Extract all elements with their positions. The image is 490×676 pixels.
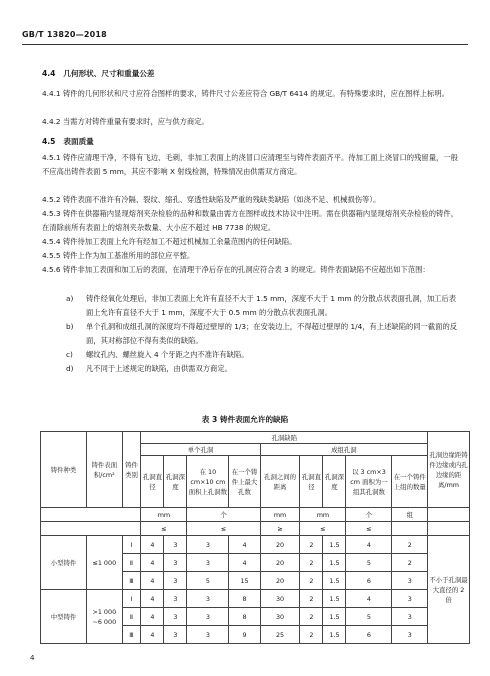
table-cell: 3 (392, 572, 428, 590)
clause-4-4-1: 4.4.1 铸件的几何形状和尺寸应符合图样的要求，铸件尺寸公差应符合 GB/T 6414 的规定。有特殊要求时，应在图样上标明。 (42, 89, 449, 98)
table-row (41, 590, 470, 608)
unit-cell: mm (260, 508, 300, 522)
table-cell: 3 (187, 536, 229, 554)
unit-cell: 组 (392, 508, 428, 522)
section-title: 表面质量 (63, 137, 94, 146)
table-cell: 3 (164, 608, 187, 626)
table-cell: 3 (187, 554, 229, 572)
clause-4-5-2: 4.5.2 铸件表面不准许有冷隔、裂纹、缩孔、穿透性缺陷及严重的残缺类缺陷（如浇不足、机械损伤等）。 (42, 195, 381, 204)
table-cell: 3 (392, 626, 428, 644)
table-cell: 2 (392, 536, 428, 554)
table-cell: 5 (346, 554, 392, 572)
table-cell: 1.5 (323, 572, 346, 590)
blank-cell (428, 522, 470, 536)
table-cell: 2 (300, 590, 323, 608)
table-cell: 3 (187, 608, 229, 626)
type-cell: 小型铸件 (41, 536, 87, 590)
class-cell: Ⅱ (122, 554, 141, 572)
table-cell: 25 (260, 626, 300, 644)
table-cell: 6 (346, 626, 392, 644)
table-cell: 3 (187, 626, 229, 644)
table-cell: 1.5 (323, 536, 346, 554)
table-cell: 1.5 (323, 626, 346, 644)
section-4-4-heading (42, 68, 155, 79)
units-row (41, 508, 470, 522)
item-text: 螺纹孔内、螺丝旋入 4 个牙距之内不准许有缺陷。 (86, 350, 249, 359)
table-cell: 1.5 (323, 554, 346, 572)
table-cell: 15 (229, 572, 260, 590)
table-cell: 5 (346, 608, 392, 626)
header-diameter: 孔洞直径 (141, 456, 164, 508)
table-cell: 8 (229, 590, 260, 608)
unit-cell: 个 (187, 508, 260, 522)
clause-4-5-1: 4.5.1 铸件应清理干净，不得有飞边、毛刺，非加工表面上的浇冒口应清理至与铸件表面齐平。待加工面上浇冒口的残留量，一般不应高出铸件表面 5 mm，其应不影响 X 射线检测，特殊情况由供需双方商定。 (42, 153, 458, 176)
class-cell: Ⅲ (122, 626, 141, 644)
item-label: d) (66, 364, 74, 373)
table-cell: 2 (300, 608, 323, 626)
clause-4-5-6: 4.5.6 铸件非加工表面和加工后的表面，在清理干净后存在的孔洞应符合表 3 的规定。铸件表面缺陷不应超出如下范围： (42, 265, 430, 274)
comparator-cell: ≤ (300, 522, 346, 536)
table-cell: 4 (141, 572, 164, 590)
edge-note-cell: 不小于孔洞最大直径的 2 倍 (428, 536, 470, 644)
table-cell: 4 (229, 554, 260, 572)
section-title: 几何形状、尺寸和重量公差 (63, 69, 155, 78)
table-cell: 2 (300, 536, 323, 554)
section-4-5-heading (42, 136, 94, 147)
table-cell: 3 (392, 590, 428, 608)
table-title: 表 3 铸件表面允许的缺陷 (201, 415, 289, 424)
table-cell: 9 (229, 626, 260, 644)
area-cell: ≤1 000 (87, 536, 123, 590)
header-group-holes: 成组孔洞 (260, 444, 427, 456)
table-cell: 6 (346, 572, 392, 590)
header-diameter: 孔洞直径 (300, 456, 323, 508)
table-cell: 3 (164, 572, 187, 590)
table-cell: 4 (346, 590, 392, 608)
class-cell: Ⅱ (122, 608, 141, 626)
table-header-row (41, 432, 470, 444)
clause-4-5-4: 4.5.4 铸件待加工表面上允许有经加工不超过机械加工余量范围内的任何缺陷。 (42, 237, 297, 246)
blank-cell (41, 522, 141, 536)
clause-4-4-2: 4.4.2 当需方对铸件重量有要求时，应与供方商定。 (42, 117, 209, 126)
table-cell: 8 (229, 608, 260, 626)
comparator-cell: ≤ (141, 522, 187, 536)
header-edge-distance: 孔洞边缘距铸件边缘或内孔边缘的距离/mm (428, 432, 470, 508)
page-number: 4 (30, 654, 35, 662)
table-cell: 3 (392, 608, 428, 626)
table-row (41, 536, 470, 554)
header-allowed-defects: 孔洞缺陷 (141, 432, 428, 444)
item-label: b) (66, 322, 74, 331)
table-cell: 4 (229, 536, 260, 554)
comparator-row (41, 522, 470, 536)
class-cell: Ⅲ (122, 572, 141, 590)
area-cell: >1 000 ~6 000 (87, 590, 123, 644)
table-cell: 4 (141, 590, 164, 608)
section-number: 4.4 (42, 69, 56, 78)
class-cell: Ⅰ (122, 590, 141, 608)
table-cell: 20 (260, 554, 300, 572)
table-cell: 3 (164, 590, 187, 608)
table-cell: 3 (164, 554, 187, 572)
table-cell: 3 (164, 536, 187, 554)
table-cell: 2 (300, 626, 323, 644)
table-cell: 20 (260, 536, 300, 554)
class-cell: Ⅰ (122, 536, 141, 554)
comparator-cell: ≤ (187, 522, 260, 536)
item-text: 单个孔洞和成组孔洞的深度均不得超过壁厚的 1/3；在安装边上，不得超过壁厚的 1/4，有上述缺陷的同一截面的反面，其对称部位不得有类似的缺陷。 (86, 322, 458, 345)
clause-4-5-3: 4.5.3 铸件在供器箱内显现熔剂夹杂检验的品种和数量由需方在图样或技术协议中注明。需在供器箱内显现熔剂夹杂检验的铸件，在清除前所有表面上的熔剂夹杂数量、大小应不超过 HB 7738 的规定。 (42, 209, 458, 232)
header-area: 铸件表面积/cm² (87, 432, 123, 508)
blank-cell (392, 522, 428, 536)
section-number: 4.5 (42, 137, 56, 146)
table-cell: 2 (392, 554, 428, 572)
table-cell: 2 (300, 554, 323, 572)
item-text: 凡不同于上述规定的缺陷，由供需双方商定。 (86, 364, 232, 373)
table-cell: 5 (187, 572, 229, 590)
blank-cell (428, 508, 470, 522)
table-cell: 4 (141, 536, 164, 554)
defects-table (40, 431, 470, 644)
table-cell: 30 (260, 590, 300, 608)
clause-4-5-5: 4.5.5 铸件上作为加工基准所用的部位应平整。 (42, 251, 195, 260)
header-count-per-area: 在 10 cm×10 cm 面积上孔洞数 (187, 456, 229, 508)
table-cell: 3 (164, 626, 187, 644)
table-cell: 4 (141, 626, 164, 644)
header-rule (22, 44, 468, 45)
comparator-cell: ≤ (346, 522, 392, 536)
header-class: 铸件类别 (122, 432, 141, 508)
standard-code: GB/T 13820—2018 (22, 30, 107, 39)
table-cell: 4 (141, 554, 164, 572)
unit-cell: 个 (346, 508, 392, 522)
table-cell: 1.5 (323, 608, 346, 626)
header-type: 铸件种类 (41, 432, 87, 508)
table-cell: 4 (141, 608, 164, 626)
header-depth: 孔洞深度 (164, 456, 187, 508)
header-max-per-part: 在一个铸件上最大孔数 (229, 456, 260, 508)
header-hole-distance: 孔洞之间的距离 (260, 456, 300, 508)
table-cell: 2 (300, 572, 323, 590)
table-cell: 3 (187, 590, 229, 608)
header-depth: 孔洞深度 (323, 456, 346, 508)
table-cell: 4 (346, 536, 392, 554)
blank-cell (41, 508, 141, 522)
item-label: c) (66, 350, 73, 359)
table-cell: 1.5 (323, 590, 346, 608)
item-label: a) (66, 294, 74, 303)
header-groups-per-part: 在一个铸件上组的数量 (392, 456, 428, 508)
header-single-holes: 单个孔洞 (141, 444, 260, 456)
unit-cell: mm (300, 508, 346, 522)
item-text: 铸件经氧化处理后，非加工表面上允许有直径不大于 1.5 mm，深度不大于 1 mm 的分散点状表面孔洞，加工后表面上允许有直径不大于 1 mm，深度不大于 0.5 mm 的分散点状表面孔洞。 (86, 294, 457, 317)
header-count-per-group: 以 3 cm×3 cm 面积为一组其孔洞数 (346, 456, 392, 508)
table-cell: 20 (260, 572, 300, 590)
table-cell: 30 (260, 608, 300, 626)
comparator-cell: ≥ (260, 522, 300, 536)
unit-cell: mm (141, 508, 187, 522)
type-cell: 中型铸件 (41, 590, 87, 644)
